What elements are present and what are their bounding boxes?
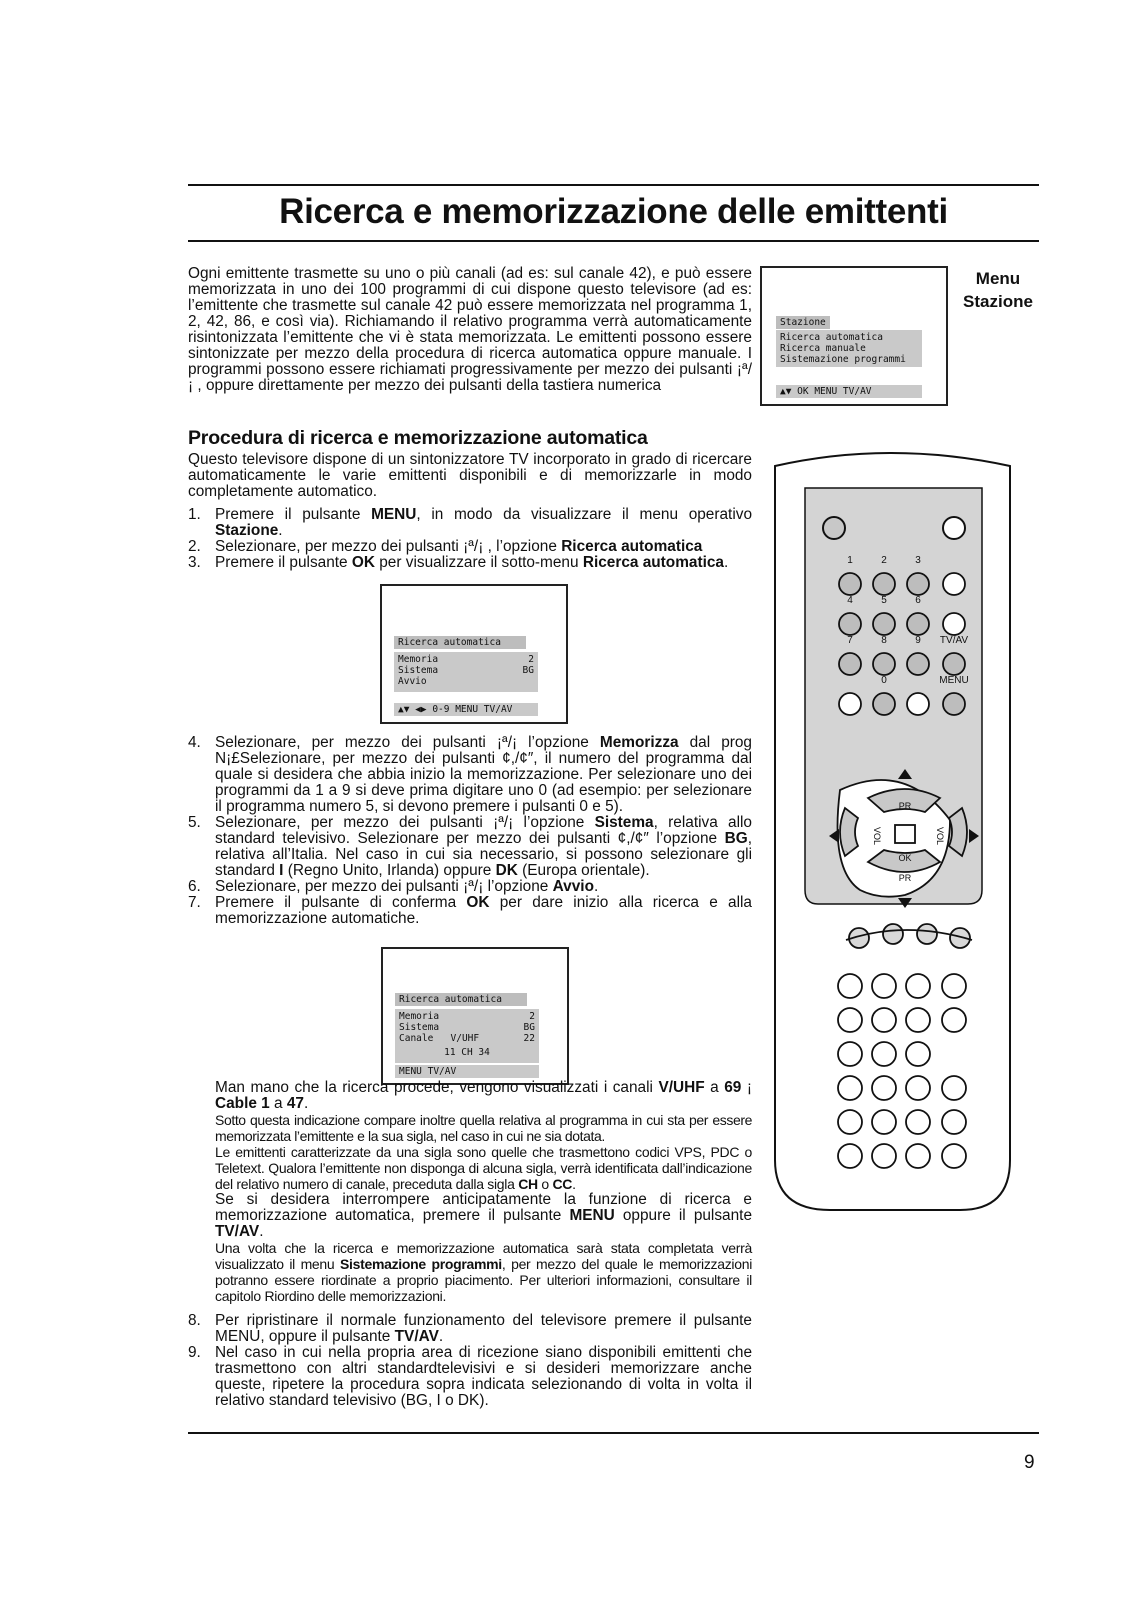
step-6: 6. Selezionare, per mezzo dei pulsanti ¡ª/¡ l’opzione Avvio. <box>188 878 599 895</box>
section-heading: Procedura di ricerca e memorizzazione automatica <box>188 427 648 449</box>
vol-left-label: VOL <box>872 826 882 846</box>
step-7: 7. Premere il pulsante di conferma OK per dare inizio alla ricerca e alla memorizzazione automatiche. <box>188 894 752 927</box>
digit-key-label: 6 <box>915 595 921 606</box>
progress-note-4: Se si desidera interrompere anticipatamente la funzione di ricerca e memorizzazione automatica, premere il pulsante MENU oppure il pulsante TV/AV. <box>215 1191 753 1240</box>
function-button <box>906 1008 930 1032</box>
digit-key-label: 0 <box>881 675 887 686</box>
ricerca1-row: Memoria 2 <box>398 654 534 665</box>
section-description: Questo televisore dispone di un sintonizzatore TV incorporato in grado di ricercare automaticamente le varie emittenti disponibili e di memorizzarle in modo completamente automatico. <box>188 451 752 500</box>
side-label-line1: Menu <box>975 269 1021 288</box>
digit-key-label: 5 <box>881 595 887 606</box>
keypad-button <box>943 693 965 715</box>
ricerca1-footer: ▲▼ ◀▶ 0-9 MENU TV/AV <box>394 703 538 716</box>
vol-right-key <box>949 808 967 856</box>
function-button <box>838 1076 862 1100</box>
bottom-rule <box>188 1432 1039 1434</box>
function-button <box>906 1144 930 1168</box>
pr-up-label: PR <box>898 801 912 811</box>
pr-down-label: PR <box>898 873 912 883</box>
keypad-button <box>873 613 895 635</box>
keypad-button <box>839 613 861 635</box>
colour-key-2 <box>883 924 903 944</box>
menu-stazione-item: Ricerca manuale <box>780 343 866 354</box>
digit-key-label: 3 <box>915 555 921 566</box>
keypad-button <box>907 613 929 635</box>
step-2: 2. Selezionare, per mezzo dei pulsanti ¡ª/¡ , l’opzione Ricerca automatica <box>188 538 703 555</box>
keypad-button <box>907 653 929 675</box>
function-button <box>872 1076 896 1100</box>
function-button <box>942 1008 966 1032</box>
progress-note-3: Le emittenti caratterizzate da una sigla sono quelle che trasmettono codici VPS, PDC o Teletext. Qualora l’emittente non disponga di alcuna sigla, verrà identificata dall’indicazione del relativo numero di canale, preceduta dalla sigla CH o CC. <box>215 1144 752 1192</box>
digit-key-label: TV/AV <box>939 635 969 646</box>
mute-button-icon <box>943 517 965 539</box>
intro-paragraph: Ogni emittente trasmette su uno o più canali (ad es: sul canale 42), e può essere memorizzata in uno dei 100 programmi di cui dispone questo televisore (ad es: l’emittente che trasmette sul canale 42 può essere memorizzata nel programma 1, 2, 42, 86, e così via). Richiamando il relativo programma verrà automaticamente risintonizzata l’emittente che vi è stata memorizzata. Le emittenti possono essere sintonizzate per mezzo della procedura di ricerca automatica oppure manuale. I programmi possono essere richiamati progressivamente per mezzo dei pulsanti ¡ª/¡ , oppure direttamente per mezzo dei pulsanti della tastiera numerica <box>188 265 752 394</box>
ricerca2-footer: MENU TV/AV <box>395 1065 539 1078</box>
function-button <box>906 1110 930 1134</box>
digit-key-label: 7 <box>847 635 853 646</box>
page-number: 9 <box>1024 1452 1035 1473</box>
keypad-button <box>907 573 929 595</box>
digit-key-label: 9 <box>915 635 921 646</box>
digit-key-label: MENU <box>939 675 969 686</box>
digit-key-label: 2 <box>881 555 887 566</box>
keypad-button <box>839 693 861 715</box>
step-1: 1. Premere il pulsante MENU, in modo da visualizzare il menu operativo Stazione. <box>188 506 753 539</box>
function-button <box>942 1110 966 1134</box>
progress-note-5: Una volta che la ricerca e memorizzazione automatica sarà stata completata verrà visualizzato il menu Sistemazione programmi, per mezzo del quale le memorizzazioni potranno essere riordinate a proprio piacimento. Per ulteriori informazioni, consultare il capitolo Riordino delle memorizzazioni. <box>215 1240 753 1304</box>
keypad-button <box>873 693 895 715</box>
keypad-button <box>943 613 965 635</box>
ricerca1-row: Avvio <box>398 676 427 687</box>
function-button <box>872 974 896 998</box>
step-8: 8. Per ripristinare il normale funzionamento del televisore premere il pulsante MENU, oppure il pulsante TV/AV. <box>188 1312 752 1345</box>
digit-key-label: 4 <box>847 595 853 606</box>
ricerca1-title: Ricerca automatica <box>394 636 526 649</box>
side-label-line2: Stazione <box>963 292 1033 311</box>
menu-stazione-footer: ▲▼ OK MENU TV/AV <box>776 385 922 398</box>
function-button <box>942 1076 966 1100</box>
keypad-button <box>873 573 895 595</box>
function-button <box>838 974 862 998</box>
page-title: Ricerca e memorizzazione delle emittenti <box>279 192 948 231</box>
progress-note-1: Man mano che la ricerca procede, vengono visualizzati i canali V/UHF a 69 ¡ Cable 1 a 47. <box>215 1079 752 1112</box>
ok-key <box>895 825 915 843</box>
colour-key-3 <box>917 924 937 944</box>
keypad-button <box>839 573 861 595</box>
keypad-button <box>907 693 929 715</box>
function-button <box>838 1042 862 1066</box>
vol-left-key <box>840 808 858 856</box>
menu-stazione-title: Stazione <box>776 316 830 329</box>
ricerca2-title: Ricerca automatica <box>395 993 527 1006</box>
vol-right-label: VOL <box>935 826 945 846</box>
digit-key-label: 8 <box>881 635 887 646</box>
ricerca1-row: Sistema BG <box>398 665 534 676</box>
keypad-button <box>943 653 965 675</box>
ricerca2-row: Canale V/UHF 22 <box>399 1033 535 1044</box>
function-button <box>872 1008 896 1032</box>
function-button <box>906 1042 930 1066</box>
keypad-button <box>943 573 965 595</box>
digit-key-label: 1 <box>847 555 853 566</box>
step-3: 3. Premere il pulsante OK per visualizzare il sotto-menu Ricerca automatica. <box>188 554 729 571</box>
ok-label: OK <box>898 853 912 863</box>
step-9: 9. Nel caso in cui nella propria area di ricezione siano disponibili emittenti che trasmettono con altri standardtelevisivi e si desideri memorizzare anche queste, ripetere la procedura sopra indicata selezionando di volta in volta il relativo standard televisivo (BG, I o DK). <box>188 1344 752 1409</box>
function-button <box>906 1076 930 1100</box>
function-button <box>872 1110 896 1134</box>
function-button <box>838 1110 862 1134</box>
step-5: 5. Selezionare, per mezzo dei pulsanti ¡ª/¡ l’opzione Sistema, relativa allo standard televisivo. Selezionare per mezzo dei pulsanti ¢,/¢″ l’opzione BG, relativa all’Italia. Nel caso in cui sia necessario, si possono selezionare gli standard I (Regno Unito, Irlanda) oppure DK (Europa orientale). <box>188 814 752 879</box>
menu-stazione-item: Sistemazione programmi <box>780 354 906 365</box>
function-button <box>838 1144 862 1168</box>
keypad-button <box>839 653 861 675</box>
keypad-button <box>873 653 895 675</box>
step-4: 4. Selezionare, per mezzo dei pulsanti ¡ª/¡ l’opzione Memorizza dal prog N¡£Selezionare, per mezzo dei pulsanti ¢,/¢″, il numero del programma dal quale si desidera che abbia inizio la memorizzazione. Per selezionare uno dei programmi da 1 a 9 si deve prima digitare uno 0 (ad esempio: per selezionare il programma numero 5, si devono premere i pulsanti 0 e 5). <box>188 734 752 815</box>
ricerca2-row: Sistema BG <box>399 1022 535 1033</box>
function-button <box>838 1008 862 1032</box>
menu-stazione-item: Ricerca automatica <box>780 332 883 343</box>
power-button-icon <box>823 517 845 539</box>
ricerca2-row: Memoria 2 <box>399 1011 535 1022</box>
function-button <box>906 974 930 998</box>
function-button <box>872 1042 896 1066</box>
ricerca2-channel: 11 CH 34 <box>444 1047 490 1058</box>
function-button <box>872 1144 896 1168</box>
function-button <box>942 1144 966 1168</box>
function-button <box>942 974 966 998</box>
progress-note-2: Sotto questa indicazione compare inoltre quella relativa al programma in cui sta per essere memorizzata l’emittente e la sua sigla, nel caso in cui ne sia dotata. <box>215 1112 752 1144</box>
